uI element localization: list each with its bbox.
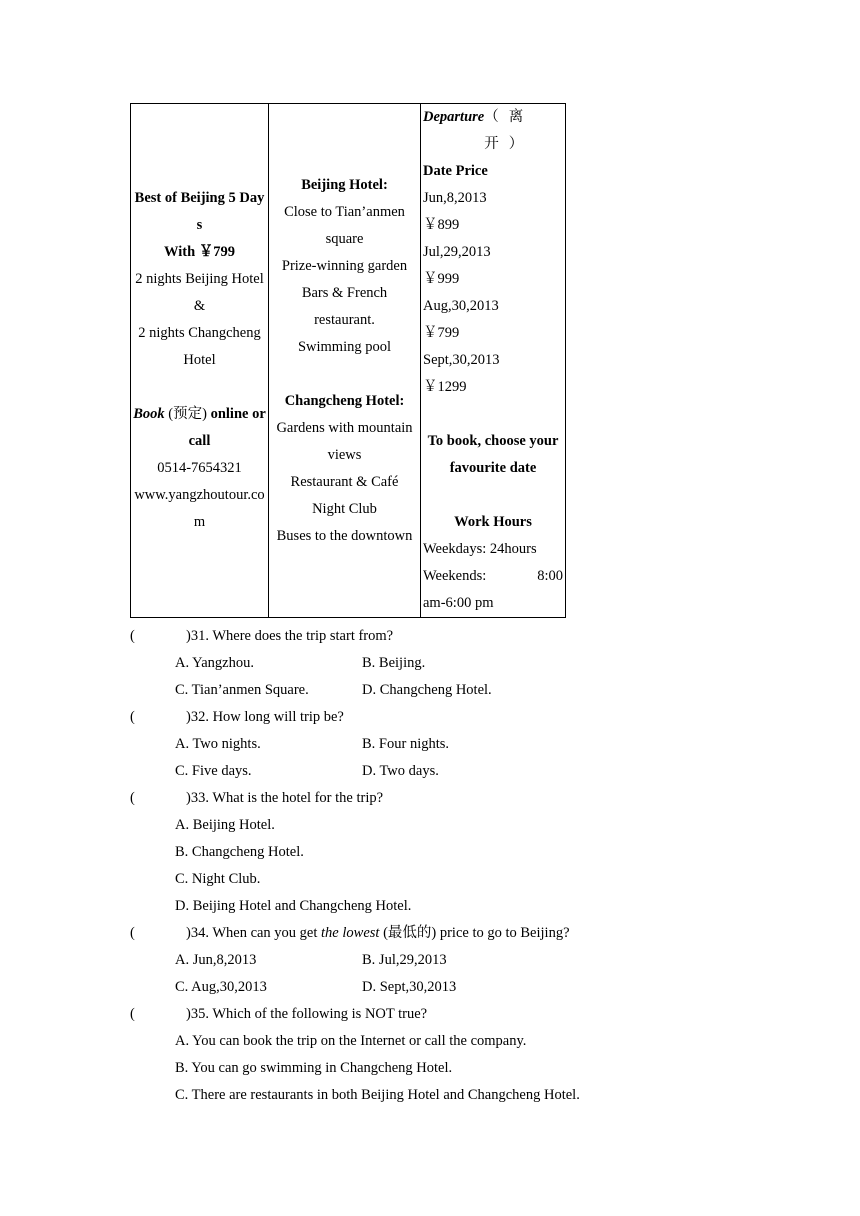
book-cn: (预定) bbox=[168, 406, 207, 422]
with-label: With bbox=[163, 244, 196, 260]
hotel2-name: Changcheng Hotel: bbox=[284, 392, 405, 409]
option-c: C. There are restaurants in both Beijing Hotel and Changcheng Hotel. bbox=[175, 1087, 580, 1103]
answer-blank: ( bbox=[130, 790, 135, 806]
departure-price: ￥899 bbox=[423, 217, 460, 233]
question-33 bbox=[130, 785, 830, 812]
option-a: A. Beijing Hotel. bbox=[175, 817, 275, 833]
departure-price: ￥1299 bbox=[423, 379, 467, 395]
questions-section bbox=[130, 623, 830, 1109]
option-d: D. Two days. bbox=[362, 763, 439, 779]
answer-blank: ( bbox=[130, 1006, 135, 1022]
question-text: )32. How long will trip be? bbox=[186, 709, 344, 725]
option-b: B. You can go swimming in Changcheng Hotel. bbox=[175, 1060, 453, 1076]
hotel1-feature: Swimming pool bbox=[297, 338, 392, 355]
departure-date: Jul,29,2013 bbox=[423, 244, 491, 260]
question-34 bbox=[130, 920, 830, 947]
trip-summary-cell bbox=[131, 104, 269, 618]
hotel1-name: Beijing Hotel: bbox=[301, 176, 388, 193]
weekends-line bbox=[423, 563, 563, 590]
book-word: Book bbox=[133, 406, 165, 422]
question-text-a: )34. When can you get bbox=[186, 925, 322, 941]
option-a: A. Jun,8,2013 bbox=[175, 952, 257, 968]
departure-date: Jun,8,2013 bbox=[423, 190, 487, 206]
answer-blank: ( bbox=[130, 709, 135, 725]
question-text-emphasis: the lowest bbox=[321, 925, 380, 941]
trip-price: ￥799 bbox=[198, 244, 236, 260]
hotel2-feature: Restaurant & Café bbox=[290, 473, 399, 490]
option-c: C. Night Club. bbox=[175, 871, 261, 887]
departure-date: Sept,30,2013 bbox=[423, 352, 500, 368]
booking-line bbox=[133, 401, 266, 455]
option-b: B. Changcheng Hotel. bbox=[175, 844, 304, 860]
book-instruction: To book, choose your favourite date bbox=[427, 433, 559, 476]
hotel1-feature: Bars & French restaurant. bbox=[301, 284, 388, 328]
website: www.yangzhoutour.com bbox=[134, 487, 265, 530]
question-text: )31. Where does the trip start from? bbox=[186, 628, 394, 644]
option-c: C. Aug,30,2013 bbox=[175, 979, 267, 995]
trip-title: Best of Beijing 5 Days bbox=[134, 190, 265, 233]
option-c: C. Five days. bbox=[175, 763, 252, 779]
date-price-header: Date Price bbox=[423, 163, 488, 179]
question-text: )33. What is the hotel for the trip? bbox=[186, 790, 384, 806]
hotel2-feature: Buses to the downtown bbox=[276, 527, 413, 544]
weekends-time-start: 8:00 bbox=[537, 568, 563, 584]
travel-ad-table bbox=[130, 103, 566, 618]
option-b: B. Jul,29,2013 bbox=[362, 952, 447, 968]
option-a: A. Two nights. bbox=[175, 736, 261, 752]
hotel-nights-2: 2 nights Changcheng Hotel bbox=[138, 325, 261, 368]
question-32 bbox=[130, 704, 830, 731]
option-c: C. Tian’anmen Square. bbox=[175, 682, 309, 698]
question-text-b: (最低的) price to go to Beijing? bbox=[379, 925, 570, 941]
phone-number: 0514-7654321 bbox=[157, 460, 242, 476]
hotel-nights-1: 2 nights Beijing Hotel bbox=[135, 271, 264, 287]
ampersand: & bbox=[193, 298, 206, 314]
weekends-time-end: am-6:00 pm bbox=[423, 595, 494, 611]
hotel1-feature: Prize-winning garden bbox=[281, 257, 408, 274]
answer-blank: ( bbox=[130, 925, 135, 941]
weekends-label: Weekends: bbox=[423, 568, 487, 584]
departure-cell bbox=[421, 104, 566, 618]
option-d: D. Sept,30,2013 bbox=[362, 979, 457, 995]
book-rest: online or call bbox=[188, 406, 266, 449]
option-b: B. Four nights. bbox=[362, 736, 450, 752]
question-text: )35. Which of the following is NOT true? bbox=[186, 1006, 428, 1022]
departure-price: ￥799 bbox=[423, 325, 460, 341]
departure-heading bbox=[423, 104, 563, 158]
hotels-cell bbox=[269, 104, 421, 618]
option-a: A. You can book the trip on the Internet or call the company. bbox=[175, 1033, 527, 1049]
question-35 bbox=[130, 1001, 830, 1028]
option-d: D. Beijing Hotel and Changcheng Hotel. bbox=[175, 898, 412, 914]
departure-cn: （离开） bbox=[484, 109, 534, 152]
hotel1-feature: Close to Tian’anmen square bbox=[284, 203, 405, 247]
option-b: B. Beijing. bbox=[362, 655, 426, 671]
departure-date: Aug,30,2013 bbox=[423, 298, 499, 314]
option-a: A. Yangzhou. bbox=[175, 655, 254, 671]
weekdays-hours: Weekdays: 24hours bbox=[423, 541, 537, 557]
departure-label: Departure bbox=[423, 109, 485, 125]
departure-price: ￥999 bbox=[423, 271, 460, 287]
hotel2-feature: Night Club bbox=[312, 500, 377, 517]
option-d: D. Changcheng Hotel. bbox=[362, 682, 492, 698]
work-hours-title: Work Hours bbox=[454, 514, 532, 530]
trip-price-line bbox=[133, 239, 266, 266]
hotel2-feature: Gardens with mountain views bbox=[276, 419, 413, 463]
answer-blank: ( bbox=[130, 628, 135, 644]
question-31 bbox=[130, 623, 830, 650]
